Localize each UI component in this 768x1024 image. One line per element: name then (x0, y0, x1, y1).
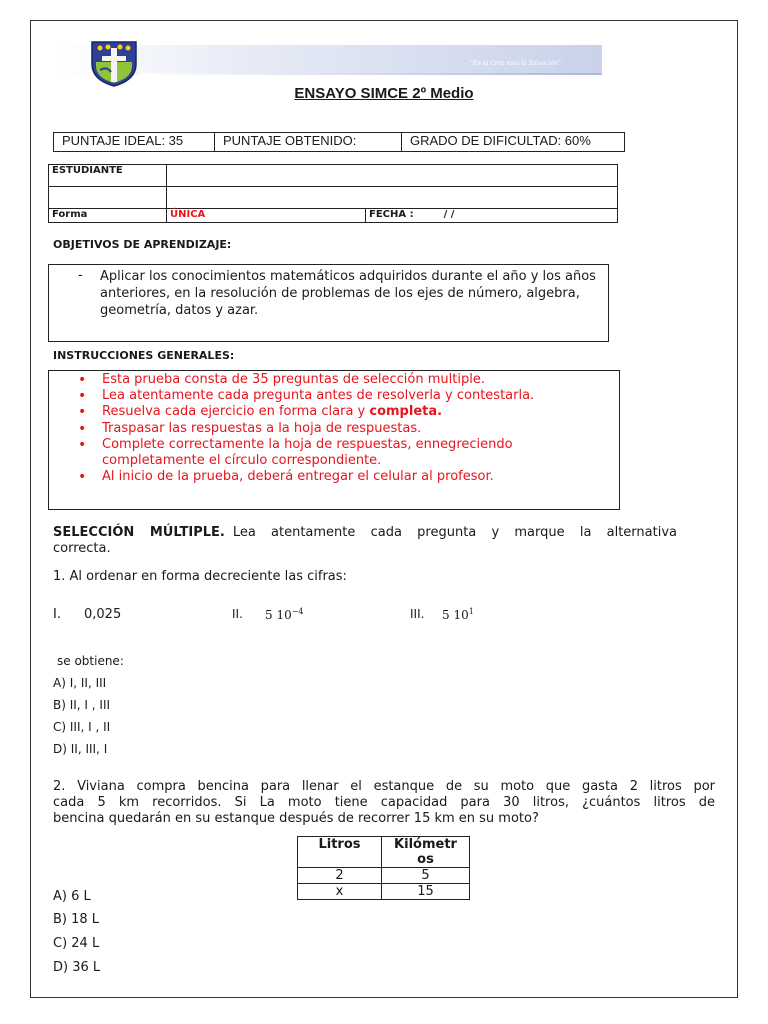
q1-stem: 1. Al ordenar en forma decreciente las cifras: (53, 569, 347, 584)
q2-line2: cada 5 km recorridos. Si La moto tiene capacidad para 30 litros, ¿cuántos litros de (53, 795, 715, 810)
seleccion-label: SELECCIÓN MÚLTIPLE. (53, 525, 225, 540)
instruction-item: • Al inicio de la prueba, deberá entregar el celular al profesor. (78, 469, 494, 486)
q2-line3: bencina quedarán en su estanque después de recorrer 15 km en su moto? (53, 811, 539, 826)
instruction-item: • Esta prueba consta de 35 preguntas de selección multiple. (78, 372, 485, 388)
instruction-item: • Traspasar las respuestas a la hoja de respuestas. (78, 420, 422, 437)
table-cell: 5 (382, 868, 470, 884)
q2-answer-d[interactable]: D) 36 L (53, 960, 101, 975)
instruction-emphasis: completa. (369, 404, 443, 420)
q1-opt-i-value: 0,025 (84, 607, 122, 622)
q1-answer-c[interactable]: C) III, I , II (53, 720, 111, 734)
q1-opt-iii-expr: 5 $10^1$ (442, 607, 474, 622)
bullet-icon: • (78, 372, 87, 388)
q2-line1: 2. Viviana compra bencina para llenar el estanque de su moto que gasta 2 litros por (53, 779, 715, 794)
q1-opt-ii-expr: 5 $10^{-4}$ (265, 607, 304, 622)
exam-title: ENSAYO SIMCE 2º Medio (294, 85, 474, 102)
table-header-litros: Litros (298, 837, 382, 868)
fecha-label: FECHA : (369, 209, 414, 220)
forma-value: ÚNICA (167, 209, 366, 223)
student-label: ESTUDIANTE (49, 165, 167, 187)
q2-answer-c[interactable]: C) 24 L (53, 936, 100, 951)
school-crest-logo (88, 38, 140, 88)
table-cell: x (298, 884, 382, 900)
table-cell: 15 (382, 884, 470, 900)
table-row (298, 884, 470, 900)
banner-line (140, 73, 602, 75)
instruction-item: • Complete correctamente la hoja de respuestas, ennegreciendo completamente el círculo correspondiente. (78, 436, 513, 469)
student-table (48, 164, 618, 223)
objectives-text: Aplicar los conocimientos matemáticos adquiridos durante el año y los años anteriores, en la resolución de problemas de los ejes de número, algebra, geometría, datos y azar. (100, 269, 596, 318)
q1-answer-d[interactable]: D) II, III, I (53, 742, 108, 756)
q1-opt-ii-label: II. (232, 607, 243, 621)
table-cell: 2 (298, 868, 382, 884)
student-empty-cell (49, 187, 167, 209)
bullet-icon: • (78, 404, 87, 421)
forma-label: Forma (49, 209, 167, 223)
instructions-heading: INSTRUCCIONES GENERALES: (53, 349, 235, 362)
student-extra-field[interactable] (167, 187, 618, 209)
grado-dificultad-cell: GRADO DE DIFICULTAD: 60% (402, 133, 625, 152)
puntaje-obtenido-cell: PUNTAJE OBTENIDO: (215, 133, 402, 152)
seleccion-line2: correcta. (53, 541, 111, 556)
fecha-cell[interactable] (366, 209, 618, 223)
instruction-item: • Lea atentamente cada pregunta antes de resolverla y contestarla. (78, 388, 535, 405)
instruction-item: • Resuelva cada ejercicio en forma clara y completa. (78, 404, 443, 421)
q1-answer-a[interactable]: A) I, II, III (53, 676, 107, 690)
q2-data-table (297, 836, 470, 900)
score-table (53, 132, 625, 152)
q1-opt-iii-label: III. (410, 607, 425, 621)
school-motto: "En la Cruz está la Salvación" (470, 60, 561, 67)
fecha-separators: / / (443, 209, 455, 220)
seleccion-line1: SELECCIÓN MÚLTIPLE. Lea atentamente cada pregunta y marque la alternativa (53, 525, 677, 540)
objectives-dash: - (78, 268, 83, 283)
q1-answer-b[interactable]: B) II, I , III (53, 698, 111, 712)
q1-se-obtiene: se obtiene: (57, 654, 124, 668)
q2-answer-b[interactable]: B) 18 L (53, 912, 100, 927)
q1-opt-i-label: I. (53, 607, 61, 622)
bullet-icon: • (78, 469, 87, 486)
bullet-icon: • (78, 388, 87, 405)
table-header-kilometros: Kilómetr os (382, 837, 470, 868)
student-name-field[interactable] (167, 165, 618, 187)
bullet-icon: • (78, 436, 87, 453)
objectives-heading: OBJETIVOS DE APRENDIZAJE: (53, 238, 232, 251)
instructions-list (78, 372, 613, 485)
table-row (298, 868, 470, 884)
q2-answer-a[interactable]: A) 6 L (53, 889, 91, 904)
bullet-icon: • (78, 420, 87, 437)
puntaje-ideal-cell: PUNTAJE IDEAL: 35 (54, 133, 215, 152)
